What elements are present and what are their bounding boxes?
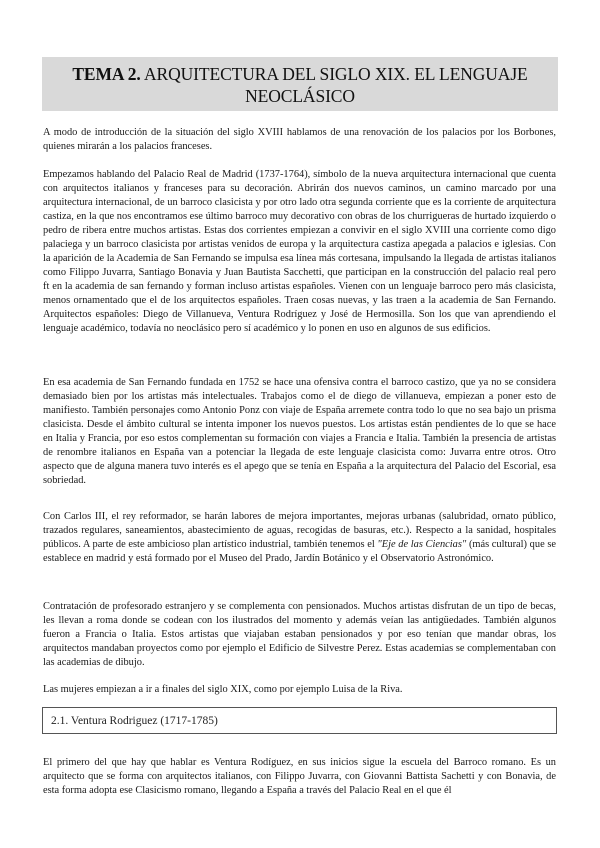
chapter-title-line1: [42, 63, 558, 85]
paragraph-carlos-iii-text-a: Con Carlos III, el rey reformador, se harán labores de mejora importantes, mejoras urbanas (salubridad, ornato público, trazados regulares, saneamientos, abastecimiento de aguas, recogidas de basuras, etc.). Respecto a la sanidad, hospitales públicos. A parte de este ambicioso plan artístico industrial, también tenemos el: [43, 511, 556, 550]
paragraph-carlos-iii-text-b: (más cultural) que se establece en madrid y está formado por el Museo del Prado, Jardín Botánico y el Observatorio Astronómico.: [43, 539, 556, 564]
chapter-title-line2: NEOCLÁSICO: [245, 86, 355, 106]
section-heading: 2.1. Ventura Rodriguez (1717-1785): [51, 715, 218, 727]
paragraph-mujeres: Las mujeres empiezan a ir a finales del siglo XIX, como por ejemplo Luisa de la Riva.: [43, 684, 403, 695]
paragraph-ventura-rodriguez: El primero del que hay que hablar es Ventura Rodíguez, en sus inicios sigue la escuela del Barroco romano. Es un arquitecto que se forma con arquitectos italianos, con Filippo Juvarra, con Giovanni Battista Sachetti y con Bonavia, de esta forma adopta ese Clasicismo romano, llegando a España a través del Palacio Real en el que él: [43, 757, 556, 796]
eje-de-las-ciencias: "Eje de las Ciencias": [377, 539, 467, 550]
paragraph-carlos-iii: [43, 510, 556, 566]
paragraph-palacio-real: Empezamos hablando del Palacio Real de Madrid (1737-1764), símbolo de la nueva arquitectura internacional que cuenta con arquitectos italianos y franceses para su decoración. Abrirán dos nuevos caminos, un camino marcado por una arquitectura internacional, de un barroco clasicista y por otro lado otra segunda corriente que es la corriente de arquitectura castiza, en la que nos encontramos ese último barroco muy decorativo con obras de los churrigueras de hurtado izquierdo o pedro de ribera entre muchos artistas. Estas dos corrientes empiezan a convivir en el siglo XVIII una corriente como digo palaciega y un barroco clasicista por artistas venidos de europa y la arquitectura castiza apegada a palacios e iglesias. Con la aparición de la Academia de San Fernando se impulsa esa línea más cortesana, impulsando la llegada de artistas italianos como Filippo Juvarra, Santiago Bonavia y Juan Bautista Sacchetti, que participan en la construcción del palacio real pero ft en la academia de san fernando y forman incluso artistas españoles. Vienen con un lenguaje barroco pero más clasicista, menos ornamentado que el de los arquitectos españoles. Traen cosas nuevas, y las traen a la academia de San Fernando. Arquitectos españoles: Diego de Villanueva, Ventura Rodríguez y José de Hermosilla. Son los que van aprendiendo el lenguaje académico, todavía no neoclásico pero sí académico y lo ponen en uso en algunos de sus edificios.: [43, 169, 557, 334]
paragraph-academia: En esa academia de San Fernando fundada en 1752 se hace una ofensiva contra el barroco castizo, que ya no se considera demasiado bien por los artistas más intelectuales. Trabajos como el de diego de villanueva, empiezan a poner esto de manifiesto. También personajes como Antonio Ponz con viaje de España arremete contra todo lo que no sea bajo un prisma clasicista. Desde el ámbito cultural se intenta imponer los nuevos puestos. Los artistas están pendientes de lo que se hace en Italia y Francia, por eso estos complementan su formación con viajes a Francia e Italia. También la presencia de artistas de renombre italianos en España van a potenciar la llegada de este lenguaje clasicista como: Juvarra entre otros. Otro aspecto que de alguna manera tuvo interés es el apego que se tenía en España a la arquitectura del Palacio del Escorial, esa sobriedad.: [43, 377, 556, 486]
paragraph-pensionados: Contratación de profesorado estranjero y se complementa con pensionados. Muchos artistas disfrutan de un tipo de becas, les llevan a roma donde se codean con los ilustrados del momento y además veían las antigüedades. También algunos fueron a Francia o Italia. Estos artistas que viajaban estaban pensionados y por eso tenían que mandar obras, los arquitectos mandaban proyectos como por ejemplo el Edificio de Silvestre Perez. Estas academias se complementaban con las academias de dibujo.: [43, 601, 556, 668]
chapter-title-box: [42, 57, 558, 111]
chapter-title-text: ARQUITECTURA DEL SIGLO XIX. EL LENGUAJE: [144, 64, 528, 84]
paragraph-intro: A modo de introducción de la situación del siglo XVIII hablamos de una renovación de los palacios por los Borbones, quienes mirarán a los palacios franceses.: [43, 127, 556, 152]
chapter-number: TEMA 2.: [72, 64, 141, 84]
section-heading-box: [42, 707, 557, 734]
